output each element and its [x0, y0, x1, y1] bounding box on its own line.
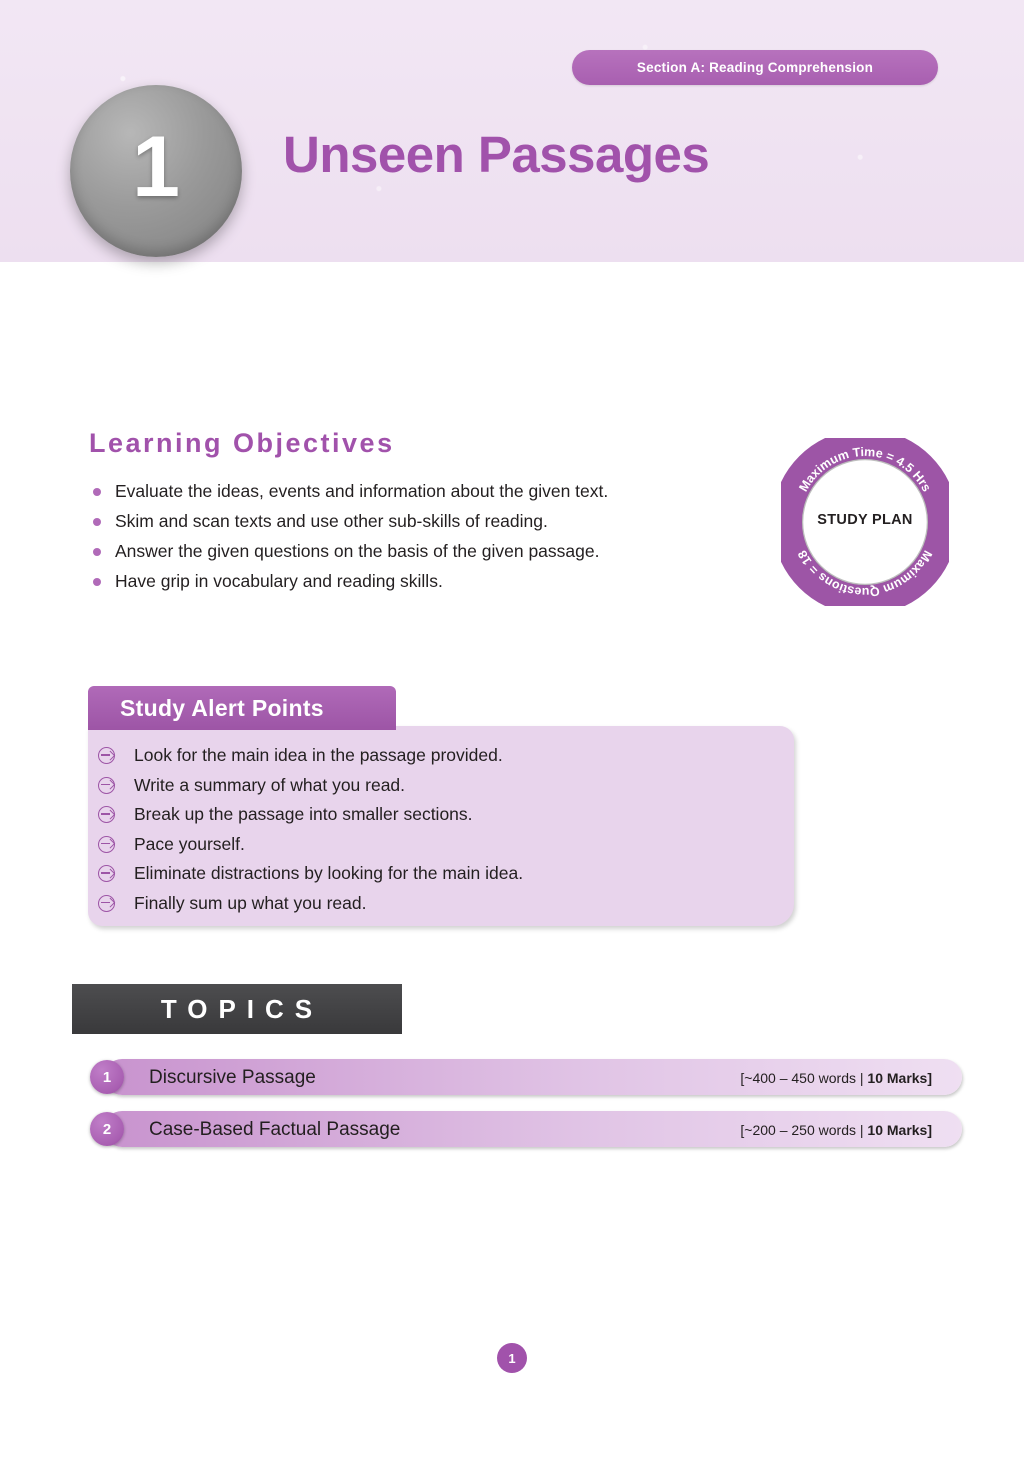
arrow-right-icon	[98, 747, 115, 764]
topic-marks: 10 Marks]	[867, 1070, 932, 1086]
arrow-right-icon	[98, 895, 115, 912]
topic-words: [~200 – 250 words |	[740, 1122, 868, 1138]
page-number-badge: 1	[497, 1343, 527, 1373]
topic-title: Case-Based Factual Passage	[149, 1119, 401, 1140]
list-item: Skim and scan texts and use other sub-skills of reading.	[89, 506, 729, 536]
chapter-number: 1	[132, 119, 180, 215]
list-item-label: Write a summary of what you read.	[134, 774, 406, 795]
topic-marks: 10 Marks]	[867, 1122, 932, 1138]
list-item-label: Finally sum up what you read.	[134, 892, 367, 913]
list-item	[94, 830, 774, 860]
list-item-label: Break up the passage into smaller sections.	[134, 804, 473, 824]
learning-objectives-heading: Learning Objectives	[89, 428, 395, 458]
topics-heading	[72, 984, 402, 1034]
topic-meta	[740, 1122, 932, 1138]
svg-text:Maximum Time = 4.5 Hrs: Maximum Time = 4.5 Hrs	[796, 444, 934, 495]
topics-heading-label: TOPICS	[160, 993, 324, 1024]
list-item	[94, 741, 774, 771]
section-pill-label: Section A: Reading Comprehension	[636, 60, 874, 75]
arrow-right-icon	[98, 806, 115, 823]
arrow-right-icon	[98, 777, 115, 794]
chapter-number-circle	[70, 85, 242, 257]
study-alert-heading-label: Study Alert Points	[120, 694, 324, 721]
page-title: Unseen Passages	[283, 126, 710, 183]
list-item: Have grip in vocabulary and reading skills.	[89, 566, 729, 596]
list-item: Answer the given questions on the basis of the given passage.	[89, 536, 729, 566]
list-item: Evaluate the ideas, events and information about the given text.	[89, 476, 729, 506]
list-item-label: Eliminate distractions by looking for the main idea.	[134, 863, 524, 883]
learning-objectives-list	[89, 476, 729, 596]
list-item	[94, 800, 774, 830]
topic-row[interactable]	[90, 1059, 962, 1095]
list-item-label: Pace yourself.	[134, 833, 245, 854]
list-item	[94, 859, 774, 889]
topic-number-badge: 1	[90, 1060, 124, 1094]
arrow-right-icon	[98, 836, 115, 853]
svg-text:Maximum Questions = 18: Maximum Questions = 18	[795, 548, 935, 600]
study-alert-list	[94, 741, 774, 918]
list-item-label: Look for the main idea in the passage provided.	[134, 745, 503, 765]
arrow-right-icon	[98, 865, 115, 882]
section-pill	[572, 50, 938, 85]
study-plan-badge	[781, 438, 949, 606]
topic-row[interactable]	[90, 1111, 962, 1147]
list-item	[94, 889, 774, 919]
topic-number-badge: 2	[90, 1112, 124, 1146]
topic-meta	[740, 1070, 932, 1086]
topic-title: Discursive Passage	[149, 1067, 316, 1088]
list-item	[94, 771, 774, 801]
study-alert-heading	[88, 686, 396, 730]
study-plan-center-label: STUDY PLAN	[817, 512, 913, 528]
topic-words: [~400 – 450 words |	[740, 1070, 868, 1086]
